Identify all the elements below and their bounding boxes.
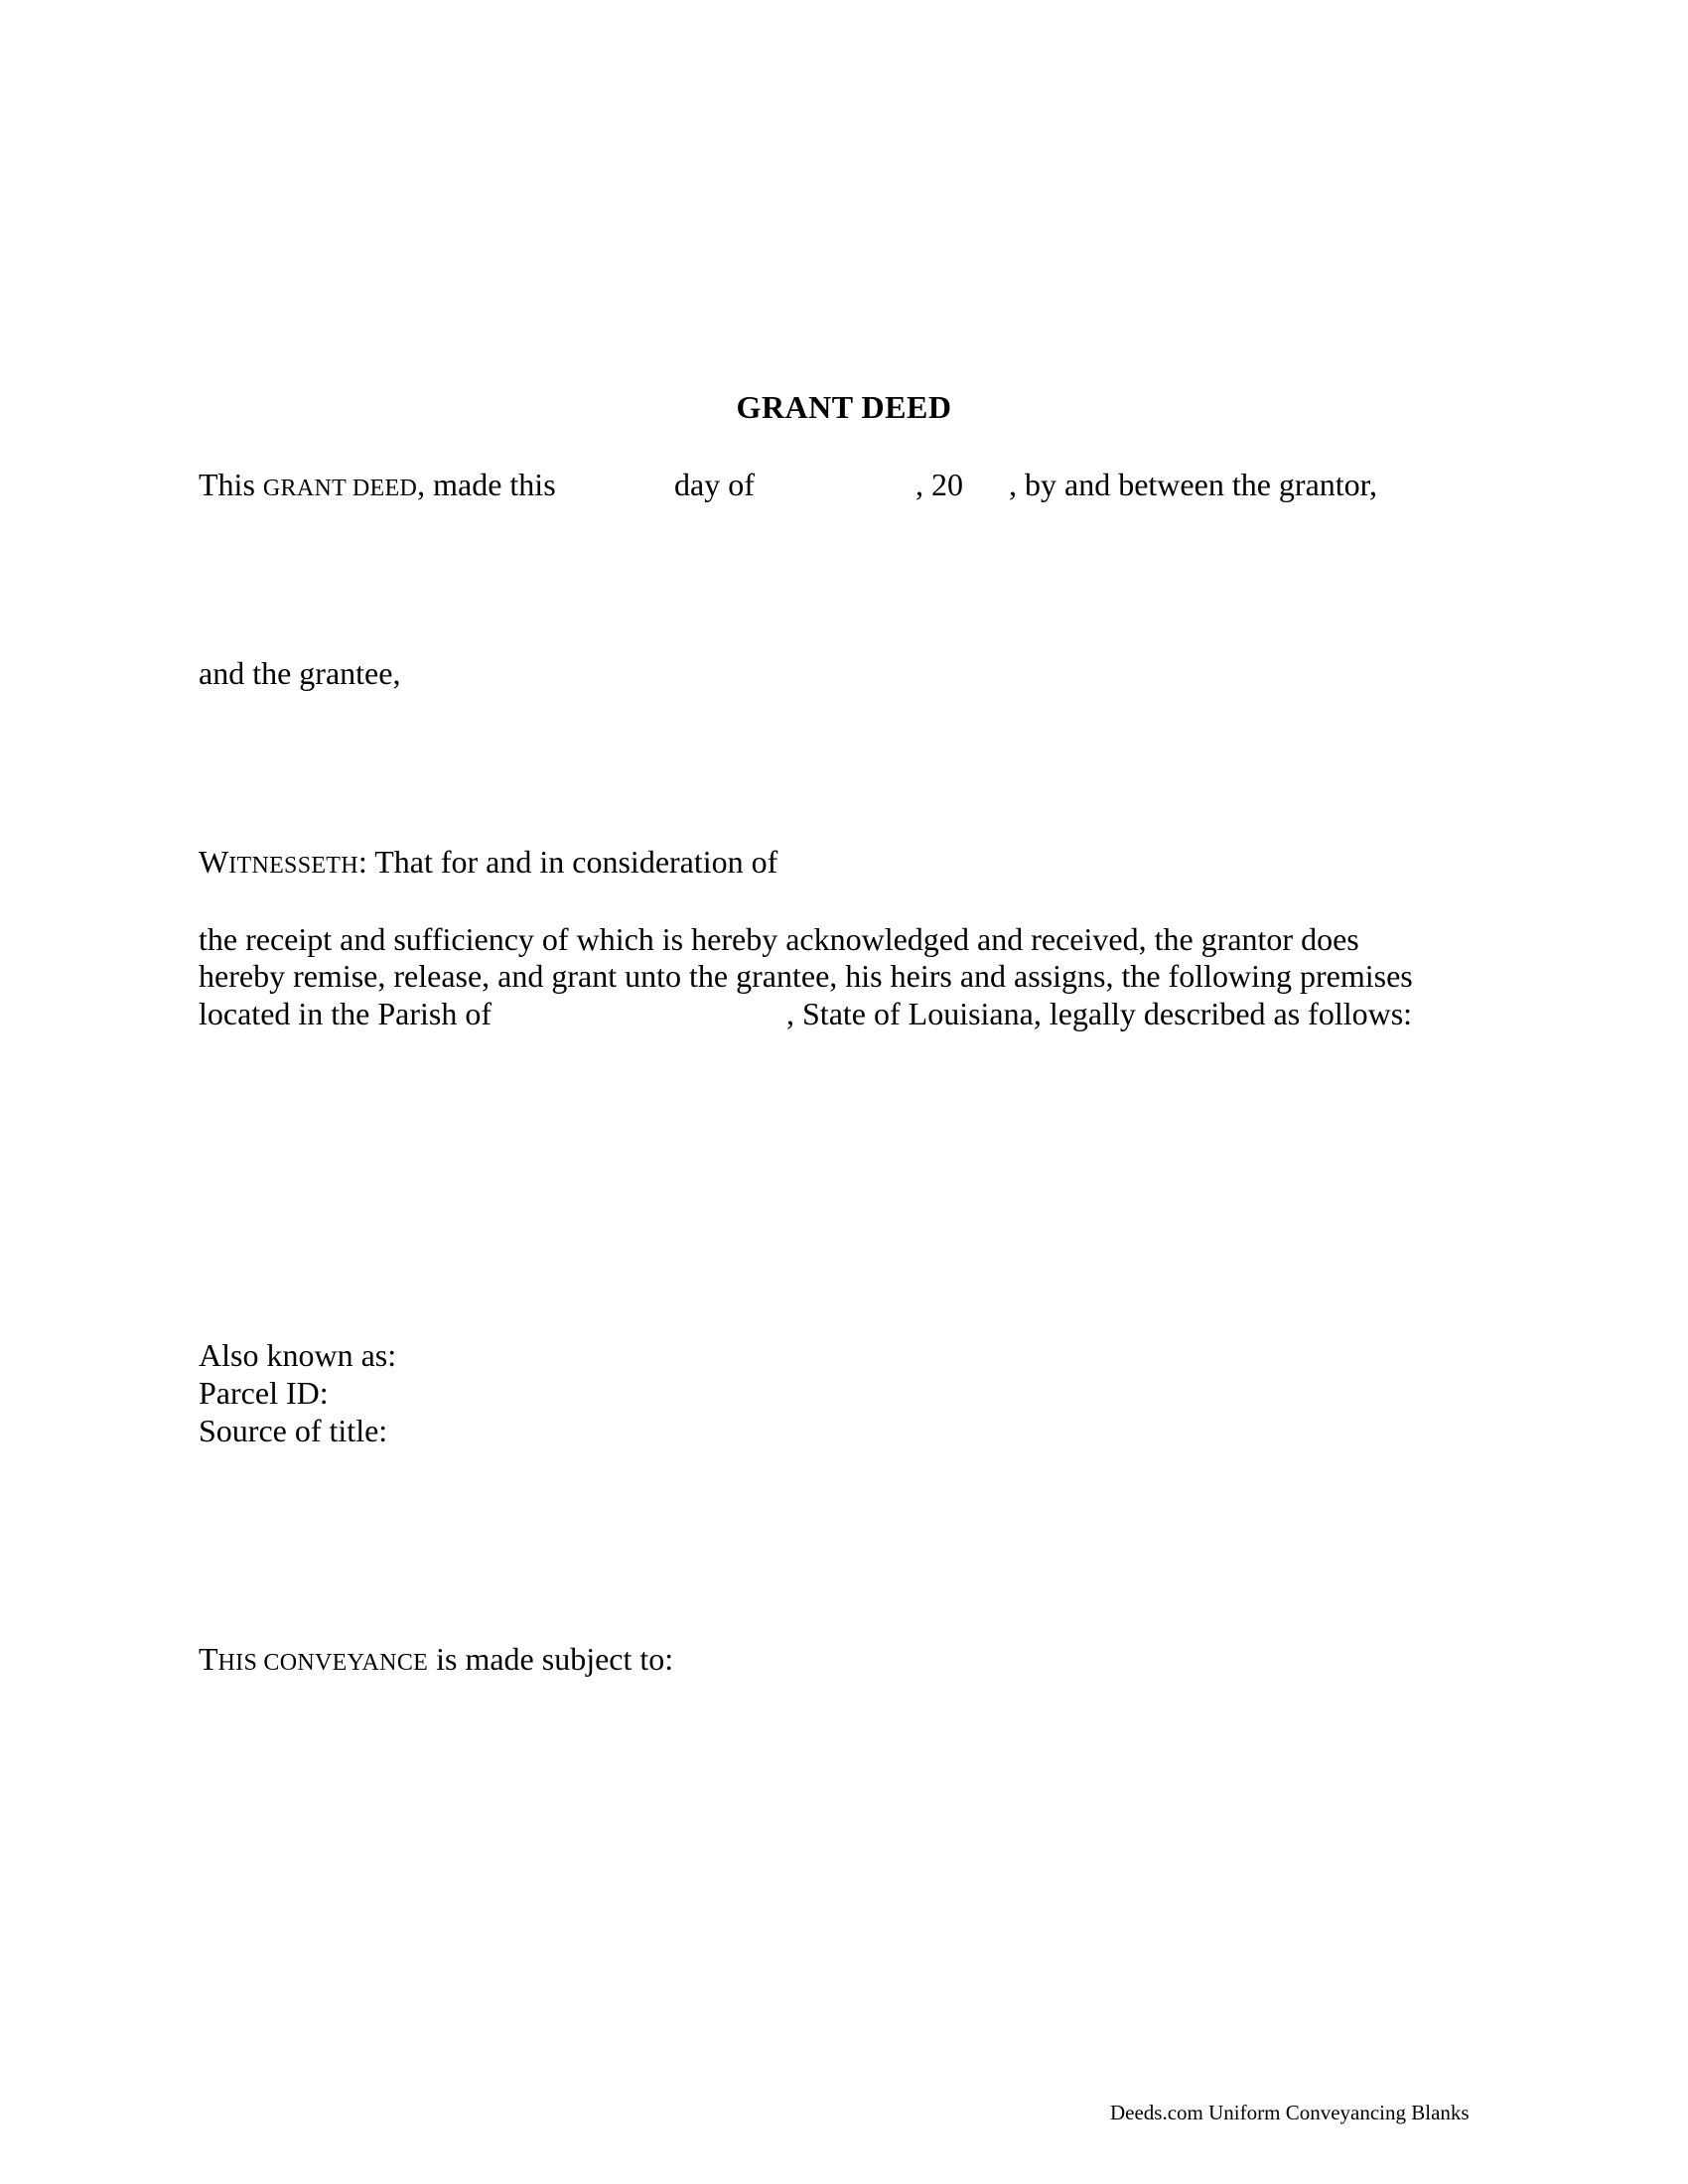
parish-suffix: , State of Louisiana, legally described as follows: <box>786 996 1413 1031</box>
conveyance-line: THIS CONVEYANCE is made subject to: <box>199 1641 674 1677</box>
parish-prefix: located in the Parish of <box>199 996 492 1031</box>
receipt-line-1: the receipt and sufficiency of which is hereby acknowledged and received, the grantor does <box>199 921 1359 957</box>
witnesseth-line: WITNESSETH: That for and in consideration of <box>199 844 778 880</box>
also-known-as-label: Also known as: <box>199 1337 397 1373</box>
parcel-id-label: Parcel ID: <box>199 1375 329 1411</box>
intro-made-this: , made this <box>417 467 556 502</box>
source-of-title-label: Source of title: <box>199 1413 388 1448</box>
grantee-line: and the grantee, <box>199 655 401 691</box>
intro-year-prefix: , 20 <box>915 467 963 502</box>
document-title: GRANT DEED <box>736 389 952 425</box>
intro-by-and-between: , by and between the grantor, <box>1009 467 1378 502</box>
intro-day-of: day of <box>674 467 755 502</box>
footer-text: Deeds.com Uniform Conveyancing Blanks <box>1110 2101 1470 2124</box>
receipt-line-2: hereby remise, release, and grant unto the grantee, his heirs and assigns, the following premises <box>199 958 1413 994</box>
intro-this: This GRANT DEED, made this <box>199 467 556 502</box>
grant-deed-smallcaps: GRANT DEED <box>262 476 418 501</box>
